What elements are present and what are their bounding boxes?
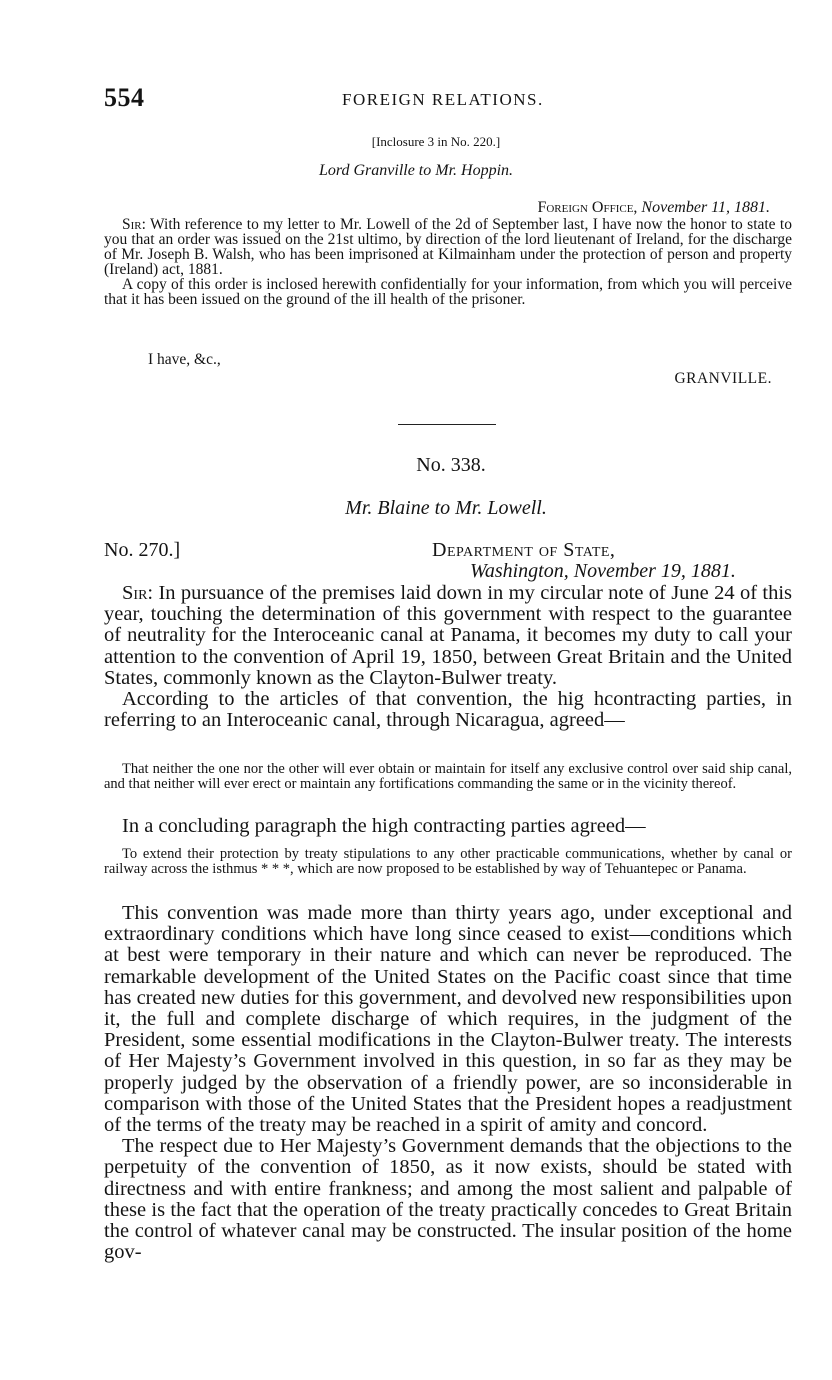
dispatch-paragraph: According to the articles of that convention, the hig hcontracting parties, in referring to an Interoceanic canal, through Nicaragua, agreed— [104, 688, 792, 732]
dateline-office: Foreign Office, [537, 199, 638, 216]
dispatch-paragraph: This convention was made more than thirty years ago, under exceptional and extraordinary conditions which have long since ceased to exist—conditions which at best were temporary in their nature and which can never be reproduced. The remarkable development of the United States on the Pacific coast since that time has created new duties for this government, and devolved new responsibilities upon it, the full and complete discharge of which requires, in the judgment of the President, some essential modifications in the Clayton-Bulwer treaty. The interests of Her Majesty’s Government involved in this question, in so far as they may be properly judged by the observation of a friendly power, are so inconsiderable in comparison with those of the United States that the President hopes a readjustment of the terms of the treaty may be reached in a spirit of amity and concord. [104, 902, 792, 1137]
block-quote-1 [104, 762, 792, 793]
letter-body [104, 217, 792, 307]
block-quote-2 [104, 847, 792, 878]
dispatch-body-2 [104, 816, 792, 837]
dispatch-body-1 [104, 583, 792, 731]
letter-dateline [537, 199, 770, 217]
paragraph-text: In pursuance of the premises laid down in my circular note of June 24 of this year, touching the determination of this government with respect to the guarantee of neutrality for the Interoceanic canal at Panama, it becomes my duty to call your attention to the convention of April 19, 1850, between Great Britain and the United States, commonly known as the Clayton-Bulwer treaty. [104, 582, 793, 689]
signature: GRANVILLE. [674, 370, 772, 387]
closing: I have, &c., [148, 351, 221, 368]
dispatch-body-3 [104, 903, 792, 1263]
dispatch-paragraph: The respect due to Her Majesty’s Government demands that the objections to the perpetuity of the convention of 1850, as it now exists, should be stated with directness and with entire frankness; and among the most salient and palpable of these is the fact that the operation of the treaty practically concedes to Great Britain the control of whatever canal may be constructed. The insular position of the home gov- [104, 1135, 792, 1264]
dispatch-date [574, 560, 736, 582]
running-title: FOREIGN RELATIONS. [342, 90, 544, 109]
dispatch-paragraph [104, 583, 792, 689]
letter-paragraph: A copy of this order is inclosed herewith confidentially for your information, from which you will perceive that it has been issued on the ground of the ill health of the prisoner. [104, 276, 792, 308]
quote-paragraph: To extend their protection by treaty stipulations to any other practicable communications, whether by canal or railway across the isthmus * * *, which are now proposed to be established by way of Tehuantepec or Panama. [104, 846, 792, 878]
dispatch-date-text: November 19, 1881. [573, 560, 736, 582]
salutation: Sir: [122, 216, 146, 233]
department-line: Department of State, [432, 539, 616, 561]
section-divider [398, 424, 496, 425]
inclosure-label: [Inclosure 3 in No. 220.] [371, 134, 501, 149]
letter-paragraph [104, 217, 792, 277]
letter-title: Lord Granville to Mr. Hoppin. [318, 162, 514, 179]
paragraph-text: With reference to my letter to Mr. Lowell of the 2d of September last, I have now the honor to state to you that an order was issued on the 21st ultimo, by direction of the lord lieutenant of Ireland, for the discharge of Mr. Joseph B. Walsh, who has been imprisoned at Kilmainham under the protection of person and property (Ireland) act, 1881. [104, 216, 792, 278]
quote-paragraph: That neither the one nor the other will ever obtain or maintain for itself any exclusive control over said ship canal, and that neither will ever erect or maintain any fortifications commanding the same or in the vicinity thereof. [104, 761, 792, 793]
reference-number: No. 270.] [104, 539, 181, 561]
dateline-date: November 11, 1881. [641, 199, 770, 216]
salutation: Sir: [122, 582, 154, 604]
document-number: No. 338. [416, 454, 486, 476]
dispatch-place: Washington, [470, 560, 569, 582]
page-number: 554 [104, 83, 145, 112]
dispatch-dateline [470, 560, 736, 583]
dispatch-paragraph: In a concluding paragraph the high contracting parties agreed— [122, 815, 646, 837]
document-title: Mr. Blaine to Mr. Lowell. [345, 497, 547, 519]
